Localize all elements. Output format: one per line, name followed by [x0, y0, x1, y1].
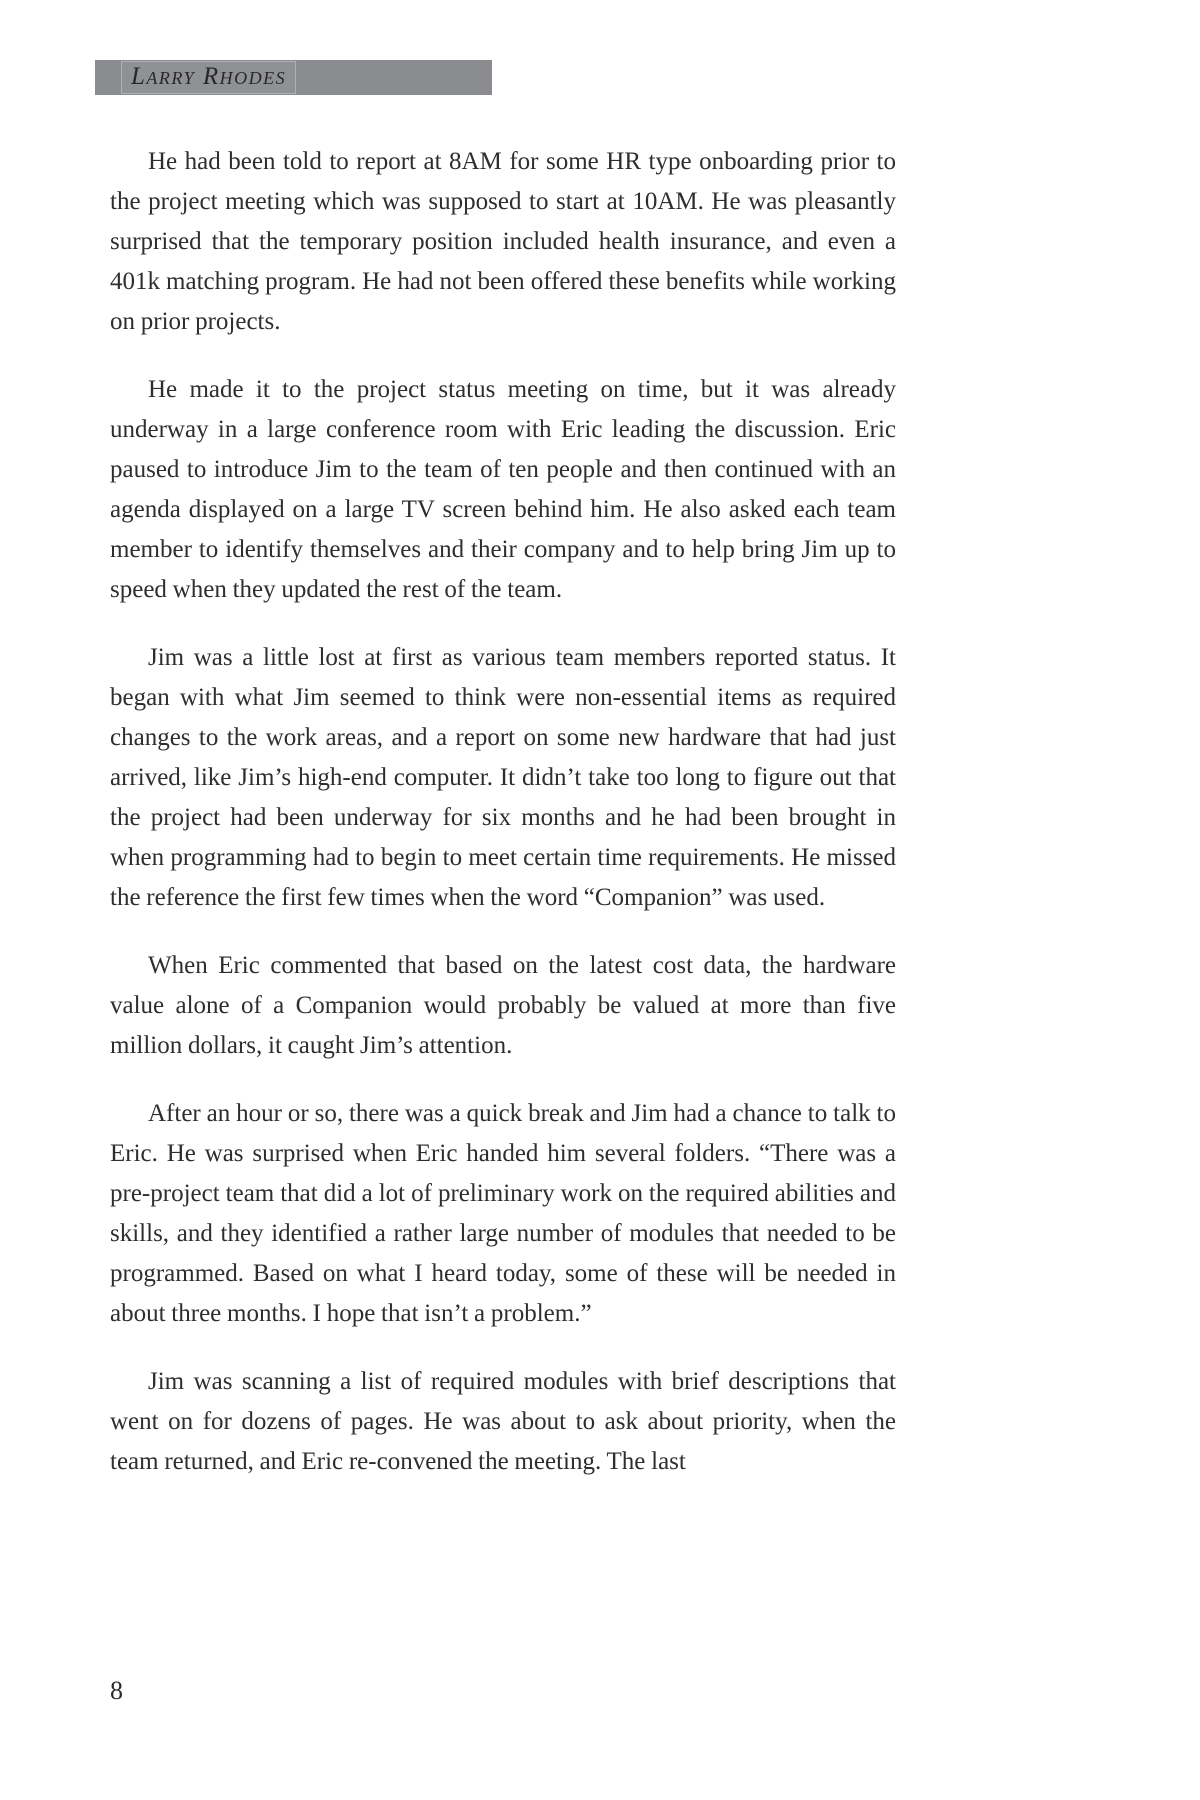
- running-header-author: Larry Rhodes: [131, 63, 287, 90]
- body-text-block: [110, 142, 896, 1510]
- body-paragraph: When Eric commented that based on the latest cost data, the hardware value alone of a Companion would probably be valued at more than five million dollars, it caught Jim’s attention.: [110, 952, 896, 1059]
- page-number: 8: [110, 1676, 123, 1705]
- body-paragraph: After an hour or so, there was a quick break and Jim had a chance to talk to Eric. He was surprised when Eric handed him several folders. “There was a pre-project team that did a lot of preliminary work on the required abilities and skills, and they identified a rather large number of modules that needed to be programmed. Based on what I heard today, some of these will be needed in about three months. I hope that isn’t a problem.”: [110, 1100, 896, 1327]
- body-paragraph: Jim was scanning a list of required modules with brief descriptions that went on for dozens of pages. He was about to ask about priority, when the team returned, and Eric re-convened the meeting. The last: [110, 1368, 896, 1475]
- body-paragraph: He had been told to report at 8AM for some HR type onboarding prior to the project meeting which was supposed to start at 10AM. He was pleasantly surprised that the temporary position included health insurance, and even a 401k matching program. He had not been offered these benefits while working on prior projects.: [110, 148, 896, 335]
- body-paragraph: Jim was a little lost at first as various team members reported status. It began with what Jim seemed to think were non-essential items as required changes to the work areas, and a report on some new hardware that had just arrived, like Jim’s high-end computer. It didn’t take too long to figure out that the project had been underway for six months and he had been brought in when programming had to begin to meet certain time requirements. He missed the reference the first few times when the word “Companion” was used.: [110, 644, 896, 911]
- running-header-frame: [121, 61, 296, 94]
- body-paragraph: He made it to the project status meeting on time, but it was already underway in a large conference room with Eric leading the discussion. Eric paused to introduce Jim to the team of ten people and then continued with an agenda displayed on a large TV screen behind him. He also asked each team member to identify themselves and their company and to help bring Jim up to speed when they updated the rest of the team.: [110, 376, 896, 603]
- running-header-bar: [95, 60, 492, 95]
